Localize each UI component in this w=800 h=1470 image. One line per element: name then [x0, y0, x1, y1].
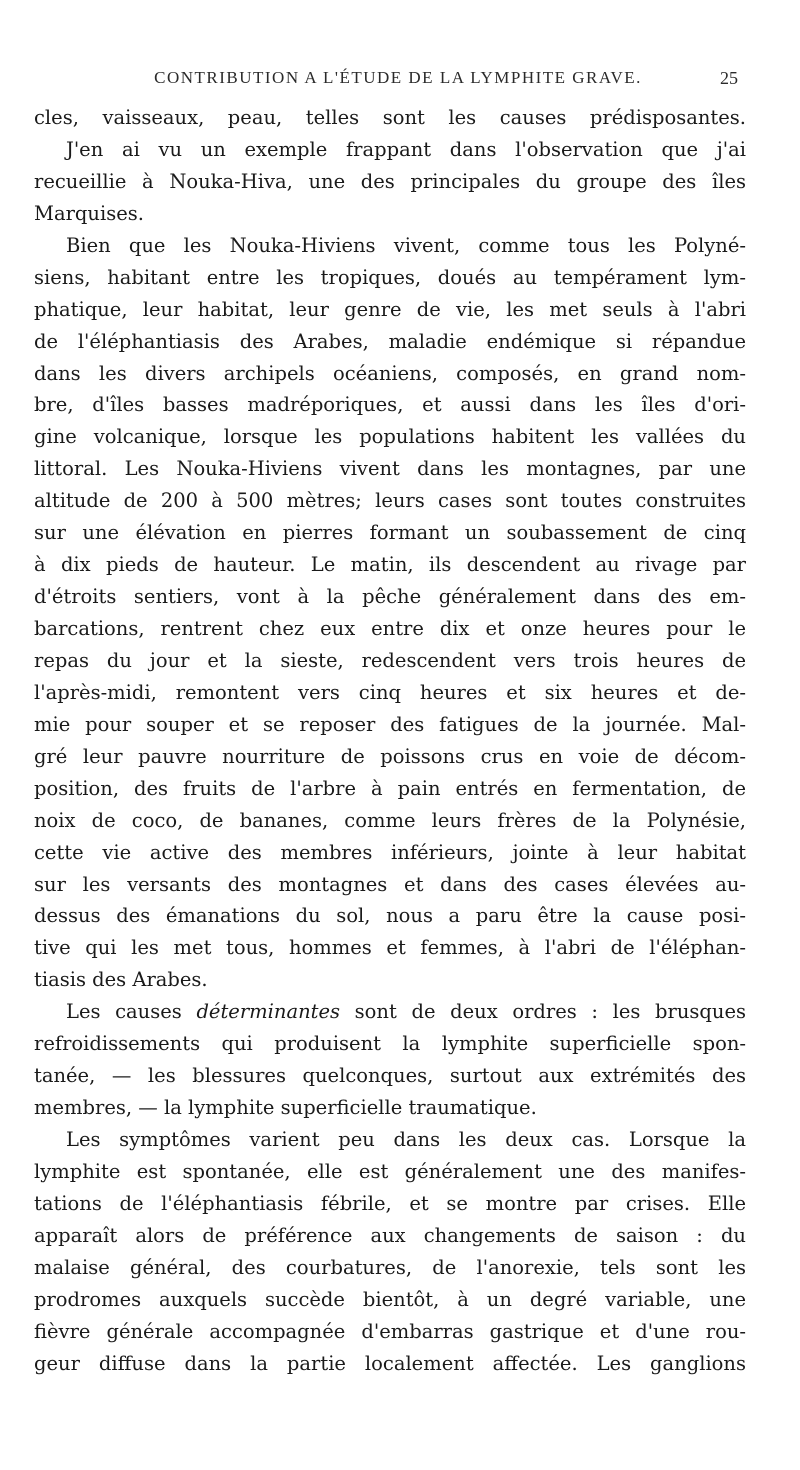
line-text: Les causes: [66, 1000, 197, 1024]
text-line: [34, 805, 746, 837]
line-text: dessus des émanations du sol, nous a paru être la cause posi-: [34, 904, 746, 928]
line-text-continued: sont de deux ordres : les brusques: [340, 1000, 746, 1024]
line-text: Bien que les Nouka-Hiviens vivent, comme tous les Polyné-: [66, 233, 746, 257]
text-line: [34, 1188, 746, 1220]
text-line: [34, 549, 746, 581]
line-text: tiasis des Arabes.: [34, 968, 208, 992]
text-line: [34, 230, 746, 262]
line-text: tations de l'éléphantiasis fébrile, et se montre par crises. Elle: [34, 1191, 746, 1215]
text-line: [34, 869, 746, 901]
line-text: barcations, rentrent chez eux entre dix et onze heures pour le: [34, 617, 746, 640]
text-line: [34, 421, 746, 453]
line-text: bre, d'îles basses madréporiques, et aussi dans les îles d'ori-: [34, 393, 746, 417]
line-text: altitude de 200 à 500 mètres; leurs cases sont toutes construites: [34, 489, 746, 513]
line-text: repas du jour et la sieste, redescendent vers trois heures de: [34, 648, 746, 672]
line-text: apparaît alors de préférence aux changements de saison : du: [34, 1223, 746, 1247]
line-text: dans les divers archipels océaniens, composés, en grand nom-: [34, 361, 746, 385]
text-line: [34, 1092, 746, 1124]
running-head: [118, 68, 738, 92]
text-line: [34, 517, 746, 549]
text-line: [34, 677, 746, 709]
text-line: [34, 1156, 746, 1188]
line-text: Marquises.: [34, 201, 144, 225]
line-text: siens, habitant entre les tropiques, doués au tempérament lym-: [34, 265, 746, 289]
text-line: [34, 1060, 746, 1092]
line-text: d'étroits sentiers, vont à la pêche généralement dans des em-: [34, 585, 746, 609]
text-line: [34, 1348, 746, 1380]
line-text: l'après-midi, remontent vers cinq heures et six heures et de-: [34, 680, 746, 704]
text-line: [34, 262, 746, 294]
line-text: prodromes auxquels succède bientôt, à un degré variable, une: [34, 1287, 746, 1311]
line-text: J'en ai vu un exemple frappant dans l'observation que j'ai: [66, 137, 746, 161]
line-text: sur une élévation en pierres formant un soubassement de cinq: [34, 521, 746, 545]
line-text: gré leur pauvre nourriture de poissons crus en voie de décom-: [34, 744, 746, 768]
line-text: malaise général, des courbatures, de l'anorexie, tels sont les: [34, 1255, 746, 1279]
line-text: refroidissements qui produisent la lymphite superficielle spon-: [34, 1032, 746, 1056]
text-line: [34, 1316, 746, 1348]
line-text: position, des fruits de l'arbre à pain entrés en fermentation, de: [34, 776, 746, 800]
page-number: 25: [720, 68, 738, 88]
line-text: membres, — la lymphite superficielle traumatique.: [34, 1096, 537, 1120]
text-line: [34, 709, 746, 741]
text-line: [34, 1284, 746, 1316]
text-line: [34, 996, 746, 1028]
line-text: Les symptômes varient peu dans les deux cas. Lorsque la: [66, 1128, 746, 1151]
text-line: [34, 485, 746, 517]
text-line: [34, 645, 746, 677]
text-line: [34, 773, 746, 805]
text-line: [34, 1252, 746, 1284]
line-text: de l'éléphantiasis des Arabes, maladie endémique si répandue: [34, 329, 746, 353]
text-line: [34, 389, 746, 421]
text-line: [34, 326, 746, 358]
text-line: [34, 1028, 746, 1060]
line-text: cles, vaisseaux, peau, telles sont les causes prédisposantes.: [34, 106, 746, 129]
line-text: lymphite est spontanée, elle est généralement une des manifes-: [34, 1159, 746, 1183]
line-text: littoral. Les Nouka-Hiviens vivent dans les montagnes, par une: [34, 457, 746, 481]
text-line: [34, 613, 746, 645]
text-line: [34, 102, 746, 134]
text-line: [34, 166, 746, 198]
text-line: [34, 900, 746, 932]
line-text: geur diffuse dans la partie localement affectée. Les ganglions: [34, 1351, 746, 1375]
text-line: [34, 932, 746, 964]
text-line: [34, 581, 746, 613]
text-line: [34, 837, 746, 869]
line-text: à dix pieds de hauteur. Le matin, ils descendent au rivage par: [34, 553, 746, 577]
line-text: fièvre générale accompagnée d'embarras gastrique et d'une rou-: [34, 1319, 746, 1343]
text-line: [34, 453, 746, 485]
text-line: [34, 1220, 746, 1252]
line-text: gine volcanique, lorsque les populations habitent les vallées du: [34, 425, 746, 449]
line-text: phatique, leur habitat, leur genre de vie, les met seuls à l'abri: [34, 297, 746, 321]
text-line: [34, 964, 746, 996]
text-line: [34, 741, 746, 773]
running-title: CONTRIBUTION A L'ÉTUDE DE LA LYMPHITE GRAVE.: [154, 68, 642, 87]
text-line: [34, 1124, 746, 1156]
line-text: sur les versants des montagnes et dans des cases élevées au-: [34, 872, 746, 896]
text-line: [34, 198, 746, 230]
text-line: [34, 134, 746, 166]
text-line: [34, 294, 746, 326]
line-text: mie pour souper et se reposer des fatigues de la journée. Mal-: [34, 712, 746, 736]
line-text: tanée, — les blessures quelconques, surtout aux extrémités des: [34, 1064, 746, 1088]
line-text: noix de coco, de bananes, comme leurs frères de la Polynésie,: [34, 808, 746, 832]
line-text: tive qui les met tous, hommes et femmes, à l'abri de l'éléphan-: [34, 936, 746, 960]
line-text: recueillie à Nouka-Hiva, une des principales du groupe des îles: [34, 169, 746, 193]
body-text: [34, 102, 746, 1380]
text-line: [34, 358, 746, 390]
italic-term: déterminantes: [196, 1000, 341, 1024]
line-text: cette vie active des membres inférieurs, jointe à leur habitat: [34, 840, 746, 864]
